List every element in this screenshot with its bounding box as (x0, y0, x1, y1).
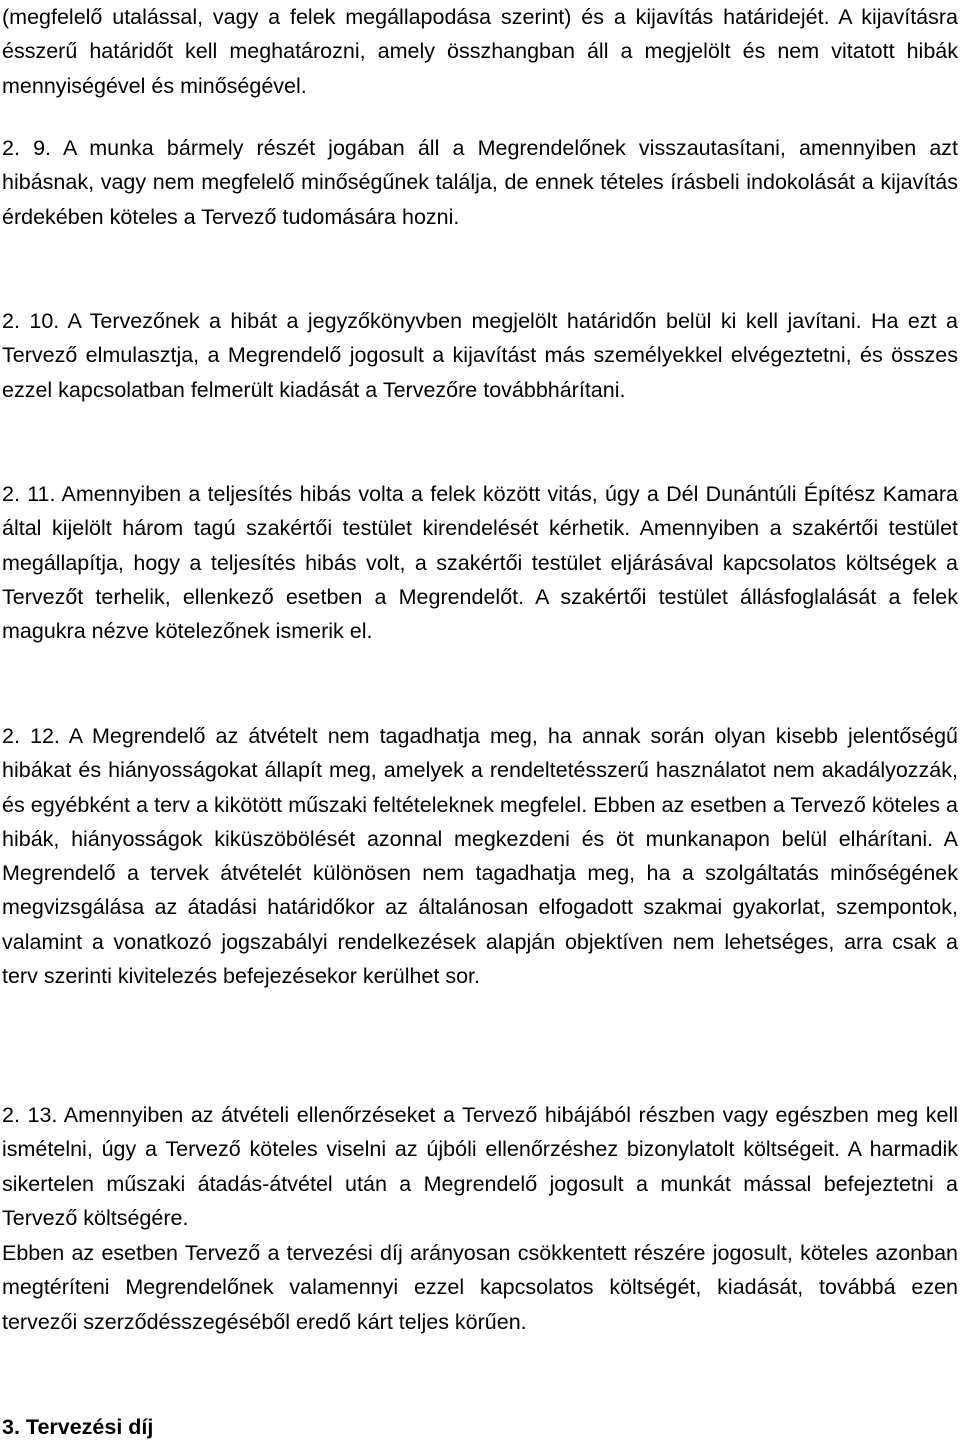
paragraph-2-12: 2. 12. A Megrendelő az átvételt nem tagadhatja meg, ha annak során olyan kisebb jelentőségű hibákat és hiányosságokat állapít meg, amelyek a rendeltetésszerű használatot nem akadályozzák, és egyébként a terv a kikötött műszaki feltételeknek megfelel. Ebben az esetben a Tervező köteles a hibák, hiányosságok kiküszöbölését azonnal megkezdeni és öt munkanapon belül elhárítani. A Megrendelő a tervek átvételét különösen nem tagadhatja meg, ha a szolgáltatás minőségének megvizsgálása az átadási határidőkor az általánosan elfogadott szakmai gyakorlat, szempontok, valamint a vonatkozó jogszabályi rendelkezések alapján objektíven nem lehetséges, arra csak a terv szerinti kivitelezés befejezésekor kerülhet sor. (2, 724, 958, 989)
paragraph-2-11: 2. 11. Amennyiben a teljesítés hibás volta a felek között vitás, úgy a Dél Dunántúli Építész Kamara által kijelölt három tagú szakértői testület kirendelését kérhetik. Amennyiben a szakértői testület megállapítja, hogy a teljesítés hibás volt, a szakértői testület eljárásával kapcsolatos költségek a Tervezőt terhelik, ellenkező esetben a Megrendelőt. A szakértői testület állásfoglalását a felek magukra nézve kötelezőnek ismerik el. (2, 482, 958, 644)
paragraph-2-10: 2. 10. A Tervezőnek a hibát a jegyzőkönyvben megjelölt határidőn belül ki kell javítani. Ha ezt a Tervező elmulasztja, a Megrendelő jogosult a kijavítást más személyekkel elvégeztetni, és összes ezzel kapcsolatban felmerült kiadását a Tervezőre továbbhárítani. (2, 309, 958, 402)
paragraph-consequence: Ebben az esetben Tervező a tervezési díj arányosan csökkentett részére jogosult, köteles azonban megtéríteni Megrendelőnek valamennyi ezzel kapcsolatos költségét, kiadását, továbbá ezen tervezői szerződésszegéséből eredő kárt teljes körűen. (2, 1241, 958, 1334)
paragraph-2-9: 2. 9. A munka bármely részét jogában áll a Megrendelőnek visszautasítani, amennyiben azt hibásnak, vagy nem megfelelő minőségűnek találja, de ennek tételes írásbeli indokolását a kijavítás érdekében köteles a Tervező tudomására hozni. (2, 136, 958, 229)
paragraph-2-13: 2. 13. Amennyiben az átvételi ellenőrzéseket a Tervező hibájából részben vagy egészben meg kell ismételni, úgy a Tervező köteles viselni az újbóli ellenőrzéshez bizonylatolt költségeit. A harmadik sikertelen műszaki átadás-átvétel után a Megrendelő jogosult a munkát mással befejeztetni a Tervező költségére. (2, 1103, 958, 1230)
paragraph-intro: (megfelelő utalással, vagy a felek megállapodása szerint) és a kijavítás határidejét. A kijavításra ésszerű határidőt kell meghatározni, amely összhangban áll a megjelölt és nem vitatott hibák mennyiségével és minőségével. (2, 5, 958, 98)
section-heading: 3. Tervezési díj (2, 1415, 154, 1439)
